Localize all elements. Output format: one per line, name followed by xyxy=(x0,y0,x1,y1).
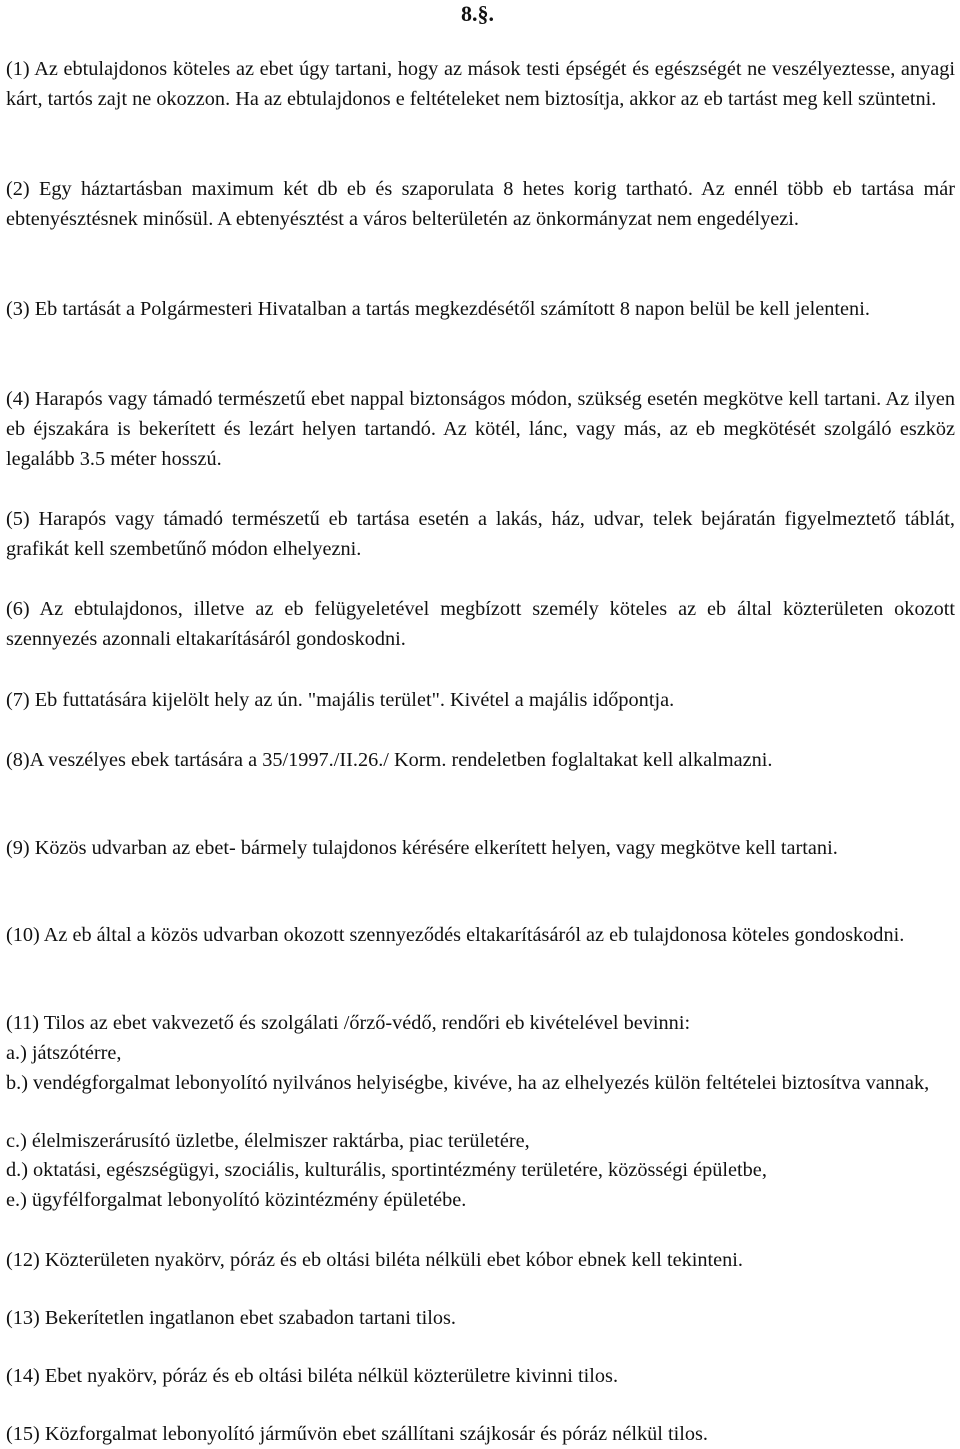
paragraph-9: (9) Közös udvarban az ebet- bármely tulajdonos kérésére elkerített helyen, vagy megkötve kell tartani. xyxy=(6,837,838,859)
paragraph-15: (15) Közforgalmat lebonyolító járművön ebet szállítani szájkosár és póráz nélkül tilos. xyxy=(6,1423,708,1445)
paragraph-4: (4) Harapós vagy támadó természetű ebet nappal biztonságos módon, szükség esetén megkötve kell tartani. Az ilyen eb éjszakára is bekerített és lezárt helyen tartandó. Az kötél, lánc, vagy más, az eb megkötését szolgáló eszköz legalább 3.5 méter hosszú. xyxy=(6,388,955,470)
section-number: 8.§. xyxy=(461,1,494,26)
paragraph-3: (3) Eb tartását a Polgármesteri Hivatalban a tartás megkezdésétől számított 8 napon belül be kell jelenteni. xyxy=(6,298,870,320)
paragraph-6: (6) Az ebtulajdonos, illetve az eb felügyeletével megbízott személy köteles az eb által közterületen okozott szennyezés azonnali eltakarításáról gondoskodni. xyxy=(6,598,955,650)
paragraph-7: (7) Eb futtatására kijelölt hely az ún. "majális terület". Kivétel a majális időpontja. xyxy=(6,689,675,711)
paragraph-10: (10) Az eb által a közös udvarban okozott szennyeződés eltakarításáról az eb tulajdonosa köteles gondoskodni. xyxy=(6,924,905,946)
paragraph-14: (14) Ebet nyakörv, póráz és eb oltási biléta nélkül közterületre kivinni tilos. xyxy=(6,1365,619,1387)
paragraph-1: (1) Az ebtulajdonos köteles az ebet úgy tartani, hogy az mások testi épségét és egészségét ne veszélyeztesse, anyagi kárt, tartós zajt ne okozzon. Ha az ebtulajdonos e feltételeket nem biztosítja, akkor az eb tartást meg kell szüntetni. xyxy=(6,58,955,110)
paragraph-2: (2) Egy háztartásban maximum két db eb és szaporulata 8 hetes korig tartható. Az ennél több eb tartása már ebtenyésztésnek minősül. A ebtenyésztést a város belterületén az önkormányzat nem engedélyezi. xyxy=(6,178,955,230)
paragraph-11-item-c: c.) élelmiszerárusító üzletbe, élelmiszer raktárba, piac területére, xyxy=(6,1130,530,1152)
paragraph-11-item-a: a.) játszótérre, xyxy=(6,1042,122,1064)
paragraph-13: (13) Bekerítetlen ingatlanon ebet szabadon tartani tilos. xyxy=(6,1307,456,1329)
paragraph-8: (8)A veszélyes ebek tartására a 35/1997./II.26./ Korm. rendeletben foglaltakat kell alkalmazni. xyxy=(6,749,773,771)
paragraph-11-item-b: b.) vendégforgalmat lebonyolító nyilvános helyiségbe, kivéve, ha az elhelyezés külön feltételei biztosítva vannak, xyxy=(6,1072,930,1094)
paragraph-11-intro: (11) Tilos az ebet vakvezető és szolgálati /őrző-védő, rendőri eb kivételével bevinni: xyxy=(6,1012,691,1034)
paragraph-12: (12) Közterületen nyakörv, póráz és eb oltási biléta nélküli ebet kóbor ebnek kell tekinteni. xyxy=(6,1249,744,1271)
paragraph-11-item-e: e.) ügyfélforgalmat lebonyolító közintézmény épületébe. xyxy=(6,1189,467,1211)
paragraph-5: (5) Harapós vagy támadó természetű eb tartása esetén a lakás, ház, udvar, telek bejáratán figyelmeztető táblát, grafikát kell szembetűnő módon elhelyezni. xyxy=(6,508,955,560)
paragraph-11-item-d: d.) oktatási, egészségügyi, szociális, kulturális, sportintézmény területére, közösségi épületbe, xyxy=(6,1159,767,1181)
